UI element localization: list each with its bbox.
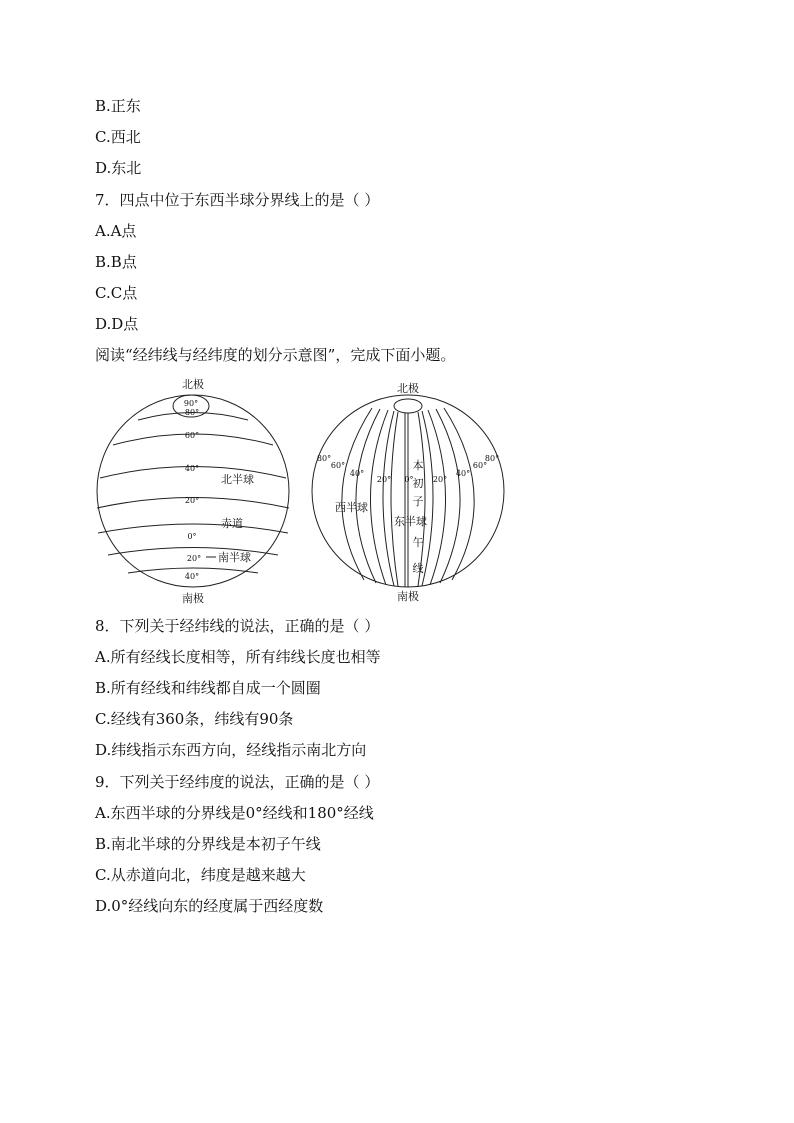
question-8-stem: 8．下列关于经纬线的说法，正确的是（ ）	[95, 617, 380, 635]
question-8-option-b: B.所有经线和纬线都自成一个圆圈	[95, 679, 321, 697]
south-pole-label: 南极	[397, 590, 419, 603]
lon-label-east: 20°	[432, 475, 448, 484]
lat-lon-diagram-svg	[88, 375, 528, 607]
lon-label-east: 60°	[472, 461, 488, 470]
question-7-stem: 7．四点中位于东西半球分界线上的是（ ）	[95, 191, 380, 209]
lat-label: 80°	[184, 408, 200, 417]
equator-label: 赤道	[221, 517, 243, 530]
question-9-option-a: A.东西半球的分界线是0°经线和180°经线	[95, 804, 374, 822]
question-9-option-d: D.0°经线向东的经度属于西经度数	[95, 897, 324, 915]
lon-label-west: 20°	[376, 475, 392, 484]
south-hemisphere-label: 南半球	[218, 551, 251, 564]
question-9-option-c: C.从赤道向北，纬度是越来越大	[95, 866, 306, 884]
prime-meridian-char: 线	[412, 562, 424, 575]
lat-label: 0°	[187, 532, 197, 541]
lat-lon-diagram	[88, 375, 528, 607]
east-hemisphere-label: 东半球	[394, 515, 427, 528]
north-pole-label: 北极	[397, 382, 419, 395]
north-hemisphere-label: 北半球	[221, 473, 254, 486]
question-8-option-a: A.所有经线长度相等，所有纬线长度也相等	[95, 648, 381, 666]
lon-label-east: 80°	[484, 454, 500, 463]
question-7-option-b: B.B点	[95, 253, 137, 271]
lon-label-zero: 0°	[404, 475, 414, 484]
prime-meridian-char: 初	[412, 477, 424, 490]
option-b-text: B.正东	[95, 97, 141, 115]
lon-label-west: 80°	[316, 454, 332, 463]
question-9-option-b: B.南北半球的分界线是本初子午线	[95, 835, 321, 853]
option-c-text: C.西北	[95, 128, 141, 146]
lon-label-east: 40°	[455, 469, 471, 478]
prime-meridian-char: 子	[412, 495, 424, 508]
question-7-option-d: D.D点	[95, 315, 139, 333]
lat-label: 90°	[183, 399, 199, 408]
reading-instruction: 阅读“经纬线与经纬度的划分示意图”，完成下面小题。	[95, 346, 456, 364]
question-8-option-c: C.经线有360条，纬线有90条	[95, 710, 294, 728]
question-9-stem: 9．下列关于经纬度的说法，正确的是（ ）	[95, 773, 380, 791]
option-d-text: D.东北	[95, 159, 142, 177]
prime-meridian-char: 本	[412, 459, 424, 472]
lat-label: 40°	[184, 572, 200, 581]
question-8-option-d: D.纬线指示东西方向，经线指示南北方向	[95, 741, 367, 759]
question-7-option-a: A.A点	[95, 222, 137, 240]
lat-label: 40°	[184, 464, 200, 473]
lat-label: 60°	[184, 431, 200, 440]
prime-meridian-char: 午	[412, 536, 424, 549]
north-pole-label: 北极	[182, 378, 204, 391]
latitude-tick-labels	[184, 399, 201, 581]
lat-label: 20°	[186, 554, 202, 563]
lon-label-west: 60°	[330, 461, 346, 470]
longitude-globe	[312, 395, 504, 587]
west-hemisphere-label: 西半球	[335, 501, 368, 514]
lon-label-west: 40°	[349, 469, 365, 478]
lat-label: 20°	[184, 496, 200, 505]
south-pole-label: 南极	[182, 592, 204, 605]
question-7-option-c: C.C点	[95, 284, 138, 302]
